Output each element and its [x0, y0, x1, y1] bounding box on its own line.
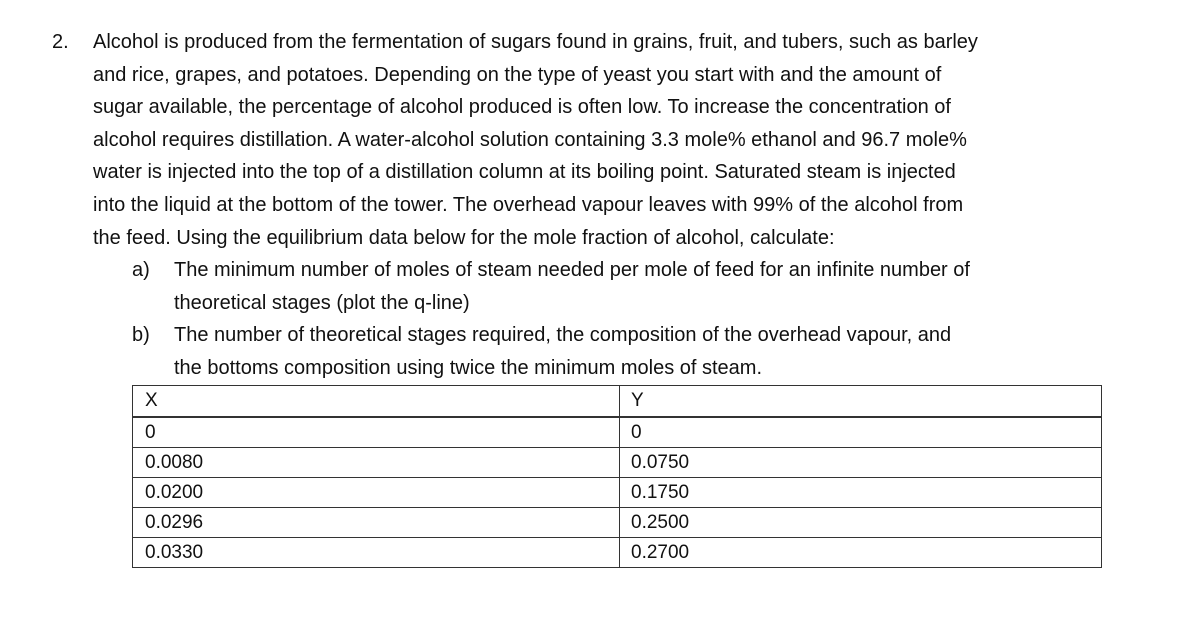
- question-line: sugar available, the percentage of alcohol produced is often low. To increase the concentration of: [93, 96, 951, 119]
- sub-question-b: [132, 319, 1092, 384]
- sub-question-line: The minimum number of moles of steam needed per mole of feed for an infinite number of: [174, 259, 970, 281]
- question-line: water is injected into the top of a distillation column at its boiling point. Saturated steam is injected: [93, 161, 956, 184]
- question-line: the feed. Using the equilibrium data below for the mole fraction of alcohol, calculate:: [93, 226, 835, 249]
- cell-y: 0.1750: [620, 478, 1102, 508]
- sub-question-line: The number of theoretical stages required, the composition of the overhead vapour, and: [174, 324, 952, 347]
- sub-question-label: a): [132, 259, 150, 281]
- cell-y: 0.0750: [620, 448, 1102, 478]
- question-number: 2.: [52, 31, 69, 53]
- sub-question-text: [174, 254, 1092, 319]
- sub-question-line: the bottoms composition using twice the minimum moles of steam.: [174, 356, 763, 379]
- sub-question-label: b): [132, 324, 150, 347]
- column-header-y: Y: [620, 386, 1102, 418]
- cell-x: 0.0296: [133, 508, 620, 538]
- column-header-x: X: [133, 386, 620, 418]
- table-row: [133, 508, 1102, 538]
- table-row: [133, 448, 1102, 478]
- question-line: alcohol requires distillation. A water-alcohol solution containing 3.3 mole% ethanol and 96.7 mole%: [93, 128, 967, 151]
- cell-y: 0.2700: [620, 538, 1102, 568]
- cell-x: 0.0200: [133, 478, 620, 508]
- sub-question-line: theoretical stages (plot the q-line): [174, 291, 470, 314]
- table-header-row: [133, 386, 1102, 418]
- sub-question-list: [132, 254, 1092, 384]
- question-text: [93, 26, 1118, 254]
- question-line: and rice, grapes, and potatoes. Depending on the type of yeast you start with and the amount of: [93, 63, 942, 86]
- equilibrium-data-table: [132, 385, 1102, 568]
- cell-y: 0: [620, 417, 1102, 448]
- cell-x: 0.0080: [133, 448, 620, 478]
- question-line: into the liquid at the bottom of the tower. The overhead vapour leaves with 99% of the alcohol from: [93, 193, 964, 216]
- sub-question-text: [174, 319, 1092, 384]
- table-row: [133, 478, 1102, 508]
- cell-x: 0.0330: [133, 538, 620, 568]
- cell-y: 0.2500: [620, 508, 1102, 538]
- table-row: [133, 417, 1102, 448]
- sub-question-a: [132, 254, 1092, 319]
- table-row: [133, 538, 1102, 568]
- question-line: Alcohol is produced from the fermentation of sugars found in grains, fruit, and tubers, such as barley: [93, 31, 978, 53]
- cell-x: 0: [133, 417, 620, 448]
